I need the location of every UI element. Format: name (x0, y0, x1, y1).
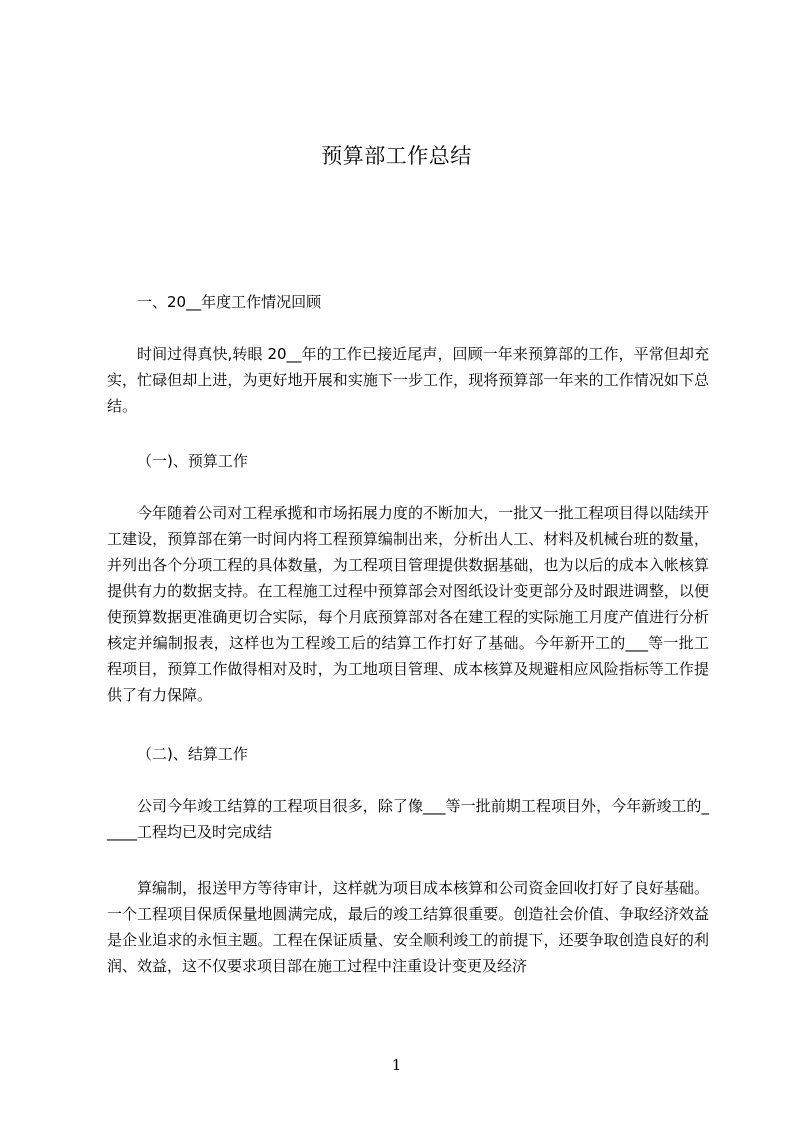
paragraph-intro: 时间过得真快,转眼 20__年的工作已接近尾声，回顾一年来预算部的工作，平常但却充实，忙碌但却上进，为更好地开展和实施下一步工作，现将预算部一年来的工作情况如下总结。 (107, 345, 709, 415)
page-number: 1 (391, 1056, 402, 1074)
document-title: 预算部工作总结 (321, 144, 472, 168)
section-heading-budget-work: （一)、预算工作 (137, 452, 248, 470)
section-heading-settlement-work: （二)、结算工作 (137, 745, 248, 763)
paragraph-settlement-part1: 公司今年竣工结算的工程项目很多，除了像___等一批前期工程项目外，今年新竣工的_____工程均已及时完成结 (107, 797, 709, 841)
paragraph-budget-work: 今年随着公司对工程承揽和市场拓展力度的不断加大，一批又一批工程项目得以陆续开工建设，预算部在第一时间内将工程预算编制出来，分析出人工、材料及机械台班的数量，并列出各个分项工程的具体数量，为工程项目管理提供数据基础，也为以后的成本入帐核算提供有力的数据支持。在工程施工过程中预算部会对图纸设计变更部分及时跟进调整，以便使预算数据更准确更切合实际，每个月底预算部对各在建工程的实际施工月度产值进行分析核定并编制报表，这样也为工程竣工后的结算工作打好了基础。今年新开工的___等一批工程项目，预算工作做得相对及时，为工地项目管理、成本核算及规避相应风险指标等工作提供了有力保障。 (107, 504, 709, 704)
section-heading-annual-review: 一、20__年度工作情况回顾 (137, 293, 322, 311)
paragraph-settlement-part2: 算编制，报送甲方等待审计，这样就为项目成本核算和公司资金回收打好了良好基础。一个工程项目保质保量地圆满完成，最后的竣工结算很重要。创造社会价值、争取经济效益是企业追求的永恒主题。工程在保证质量、安全顺利竣工的前提下，还要争取创造良好的利润、效益，这不仅要求项目部在施工过程中注重设计变更及经济 (107, 879, 709, 975)
